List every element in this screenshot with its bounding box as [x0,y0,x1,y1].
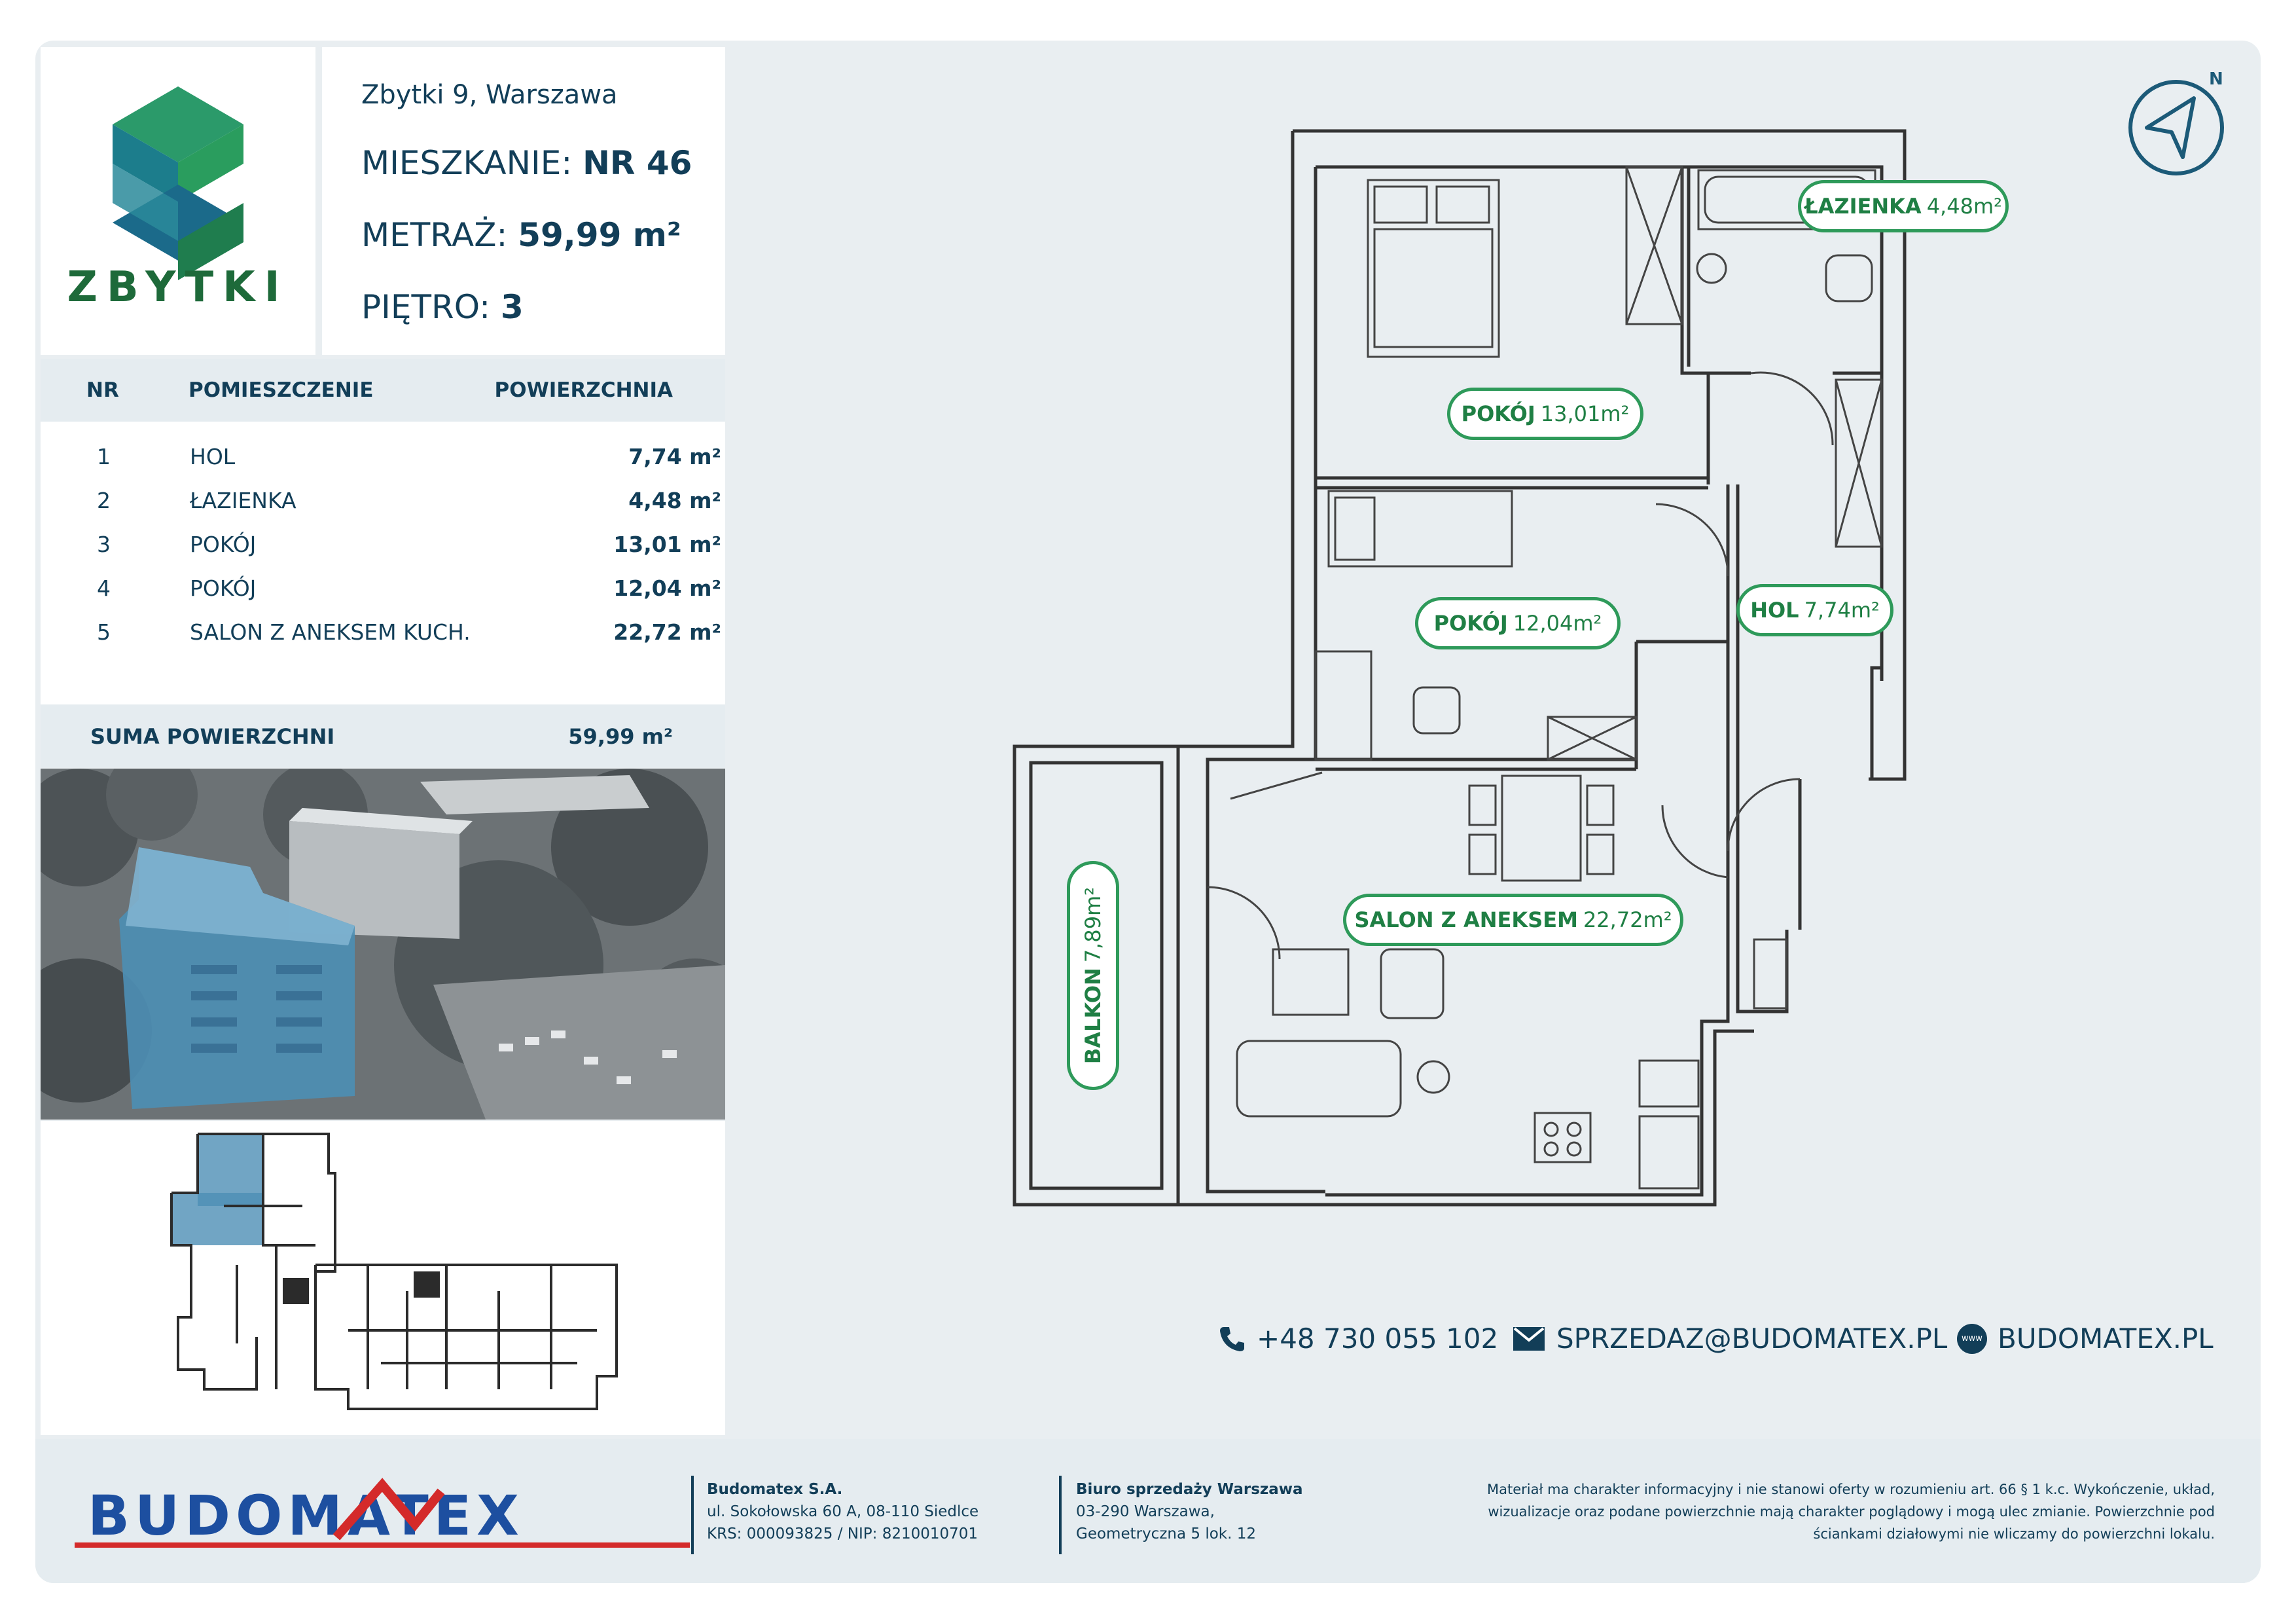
apartment-value: NR 46 [583,144,692,182]
office-street: Geometryczna 5 lok. 12 [1076,1525,1257,1542]
label-room-2 [1415,597,1621,649]
header-info-panel [322,47,725,355]
apartment-line [361,144,692,182]
disclaimer-line: wizualizacje oraz podane powierzchnie mają charakter poglądowy i mogą ulec zmianie. Powierzchnie pod [1488,1504,2215,1520]
row-nr: 5 [97,619,111,645]
sum-label: SUMA POWIERZCHNI [90,724,335,749]
row-nr: 4 [97,575,111,601]
budomatex-logo [75,1472,696,1550]
header-nr: NR [86,378,119,402]
table-row [41,524,721,567]
logo-text: ZBYTKI [67,263,289,312]
floor-plan [982,118,2002,1231]
label-bathroom [1798,180,2009,232]
office-info [1076,1478,1303,1545]
phone-icon [1217,1324,1246,1353]
area-table [41,359,725,706]
label-room-2-area: 12,04m² [1513,611,1602,636]
row-area: 7,74 m² [628,444,721,469]
company-name: Budomatex S.A. [707,1481,843,1498]
disclaimer [1487,1478,2215,1545]
sum-value: 59,99 m² [568,724,673,749]
area-value: 59,99 m² [518,216,681,254]
header-room: POMIESZCZENIE [188,378,374,402]
company-address: ul. Sokołowska 60 A, 08-110 Siedlce [707,1503,979,1520]
contact-email[interactable] [1512,1322,1947,1355]
logo-panel [41,47,315,355]
label-bathroom-area: 4,48m² [1926,194,2002,219]
table-row [41,480,721,523]
web-globe-icon [1957,1324,1987,1354]
row-area: 12,04 m² [613,575,721,601]
footer-divider [691,1476,694,1554]
row-area: 13,01 m² [613,532,721,557]
company-krs: KRS: 000093825 / NIP: 8210010701 [707,1525,978,1542]
aerial-visualization [41,769,725,1120]
office-name: Biuro sprzedaży Warszawa [1076,1481,1303,1498]
label-salon-area: 22,72m² [1583,907,1672,932]
table-row [41,568,721,611]
label-room-1-area: 13,01m² [1540,401,1630,426]
row-area: 22,72 m² [613,619,721,645]
label-hall-name: HOL [1750,598,1799,623]
disclaimer-line: ściankami działowymi nie wliczamy do powierzchni lokalu. [1813,1526,2215,1542]
budomatex-swoosh-icon [75,1472,696,1550]
label-hall [1736,584,1893,636]
contact-web[interactable] [1957,1322,2214,1355]
row-name: HOL [190,444,236,469]
sum-row [41,704,725,767]
row-name: POKÓJ [190,532,257,557]
row-nr: 2 [97,488,111,513]
row-name: ŁAZIENKA [190,488,296,513]
label-salon [1343,894,1683,946]
row-nr: 1 [97,444,111,469]
footer-band [35,1439,2261,1583]
label-room-1 [1447,388,1643,440]
floor-label: PIĘTRO: [361,288,491,326]
row-area: 4,48 m² [628,488,721,513]
floor-value: 3 [501,288,524,326]
contact-phone[interactable] [1217,1322,1498,1355]
label-balcony-area: 7,89m² [1081,886,1105,963]
building-key-plan [41,1121,725,1435]
footer-divider-2 [1059,1476,1062,1554]
aerial-photo-image [41,769,725,1120]
table-header-row [41,359,725,422]
floor-plan-drawing [982,118,1950,1231]
row-nr: 3 [97,532,111,557]
disclaimer-line: Materiał ma charakter informacyjny i nie stanowi oferty w rozumieniu art. 66 § 1 k.c. Wykończenie, układ, [1486,1482,2215,1497]
web-badge-text: www [1962,1334,1982,1343]
area-label: METRAŻ: [361,216,508,254]
web-address: BUDOMATEX.PL [1998,1322,2214,1355]
compass [2121,69,2232,183]
area-line [361,216,681,254]
phone-number: +48 730 055 102 [1257,1322,1499,1355]
label-balcony-name: BALKON [1081,968,1105,1065]
zbytki-logo-icon [41,73,315,289]
label-balcony [1067,861,1119,1090]
label-room-2-name: POKÓJ [1433,611,1508,636]
budomatex-logo-text: BUDOMATEX [88,1484,524,1548]
envelope-icon [1512,1326,1546,1352]
key-plan-drawing [41,1121,725,1435]
table-row [41,611,721,655]
email-address: SPRZEDAZ@BUDOMATEX.PL [1556,1322,1948,1355]
compass-letter: N [2209,69,2223,89]
label-salon-name: SALON Z ANEKSEM [1354,907,1578,932]
label-hall-area: 7,74m² [1804,598,1880,623]
row-name: SALON Z ANEKSEM KUCH. [190,619,471,645]
apartment-label: MIESZKANIE: [361,144,573,182]
office-city: 03-290 Warszawa, [1076,1503,1215,1520]
address: Zbytki 9, Warszawa [361,80,618,110]
label-room-1-name: POKÓJ [1461,401,1535,426]
company-info [707,1478,978,1545]
table-row [41,436,721,479]
label-bathroom-name: ŁAZIENKA [1804,194,1922,219]
row-name: POKÓJ [190,575,257,601]
floor-line [361,288,524,326]
header-area: POWIERZCHNIA [494,378,673,402]
